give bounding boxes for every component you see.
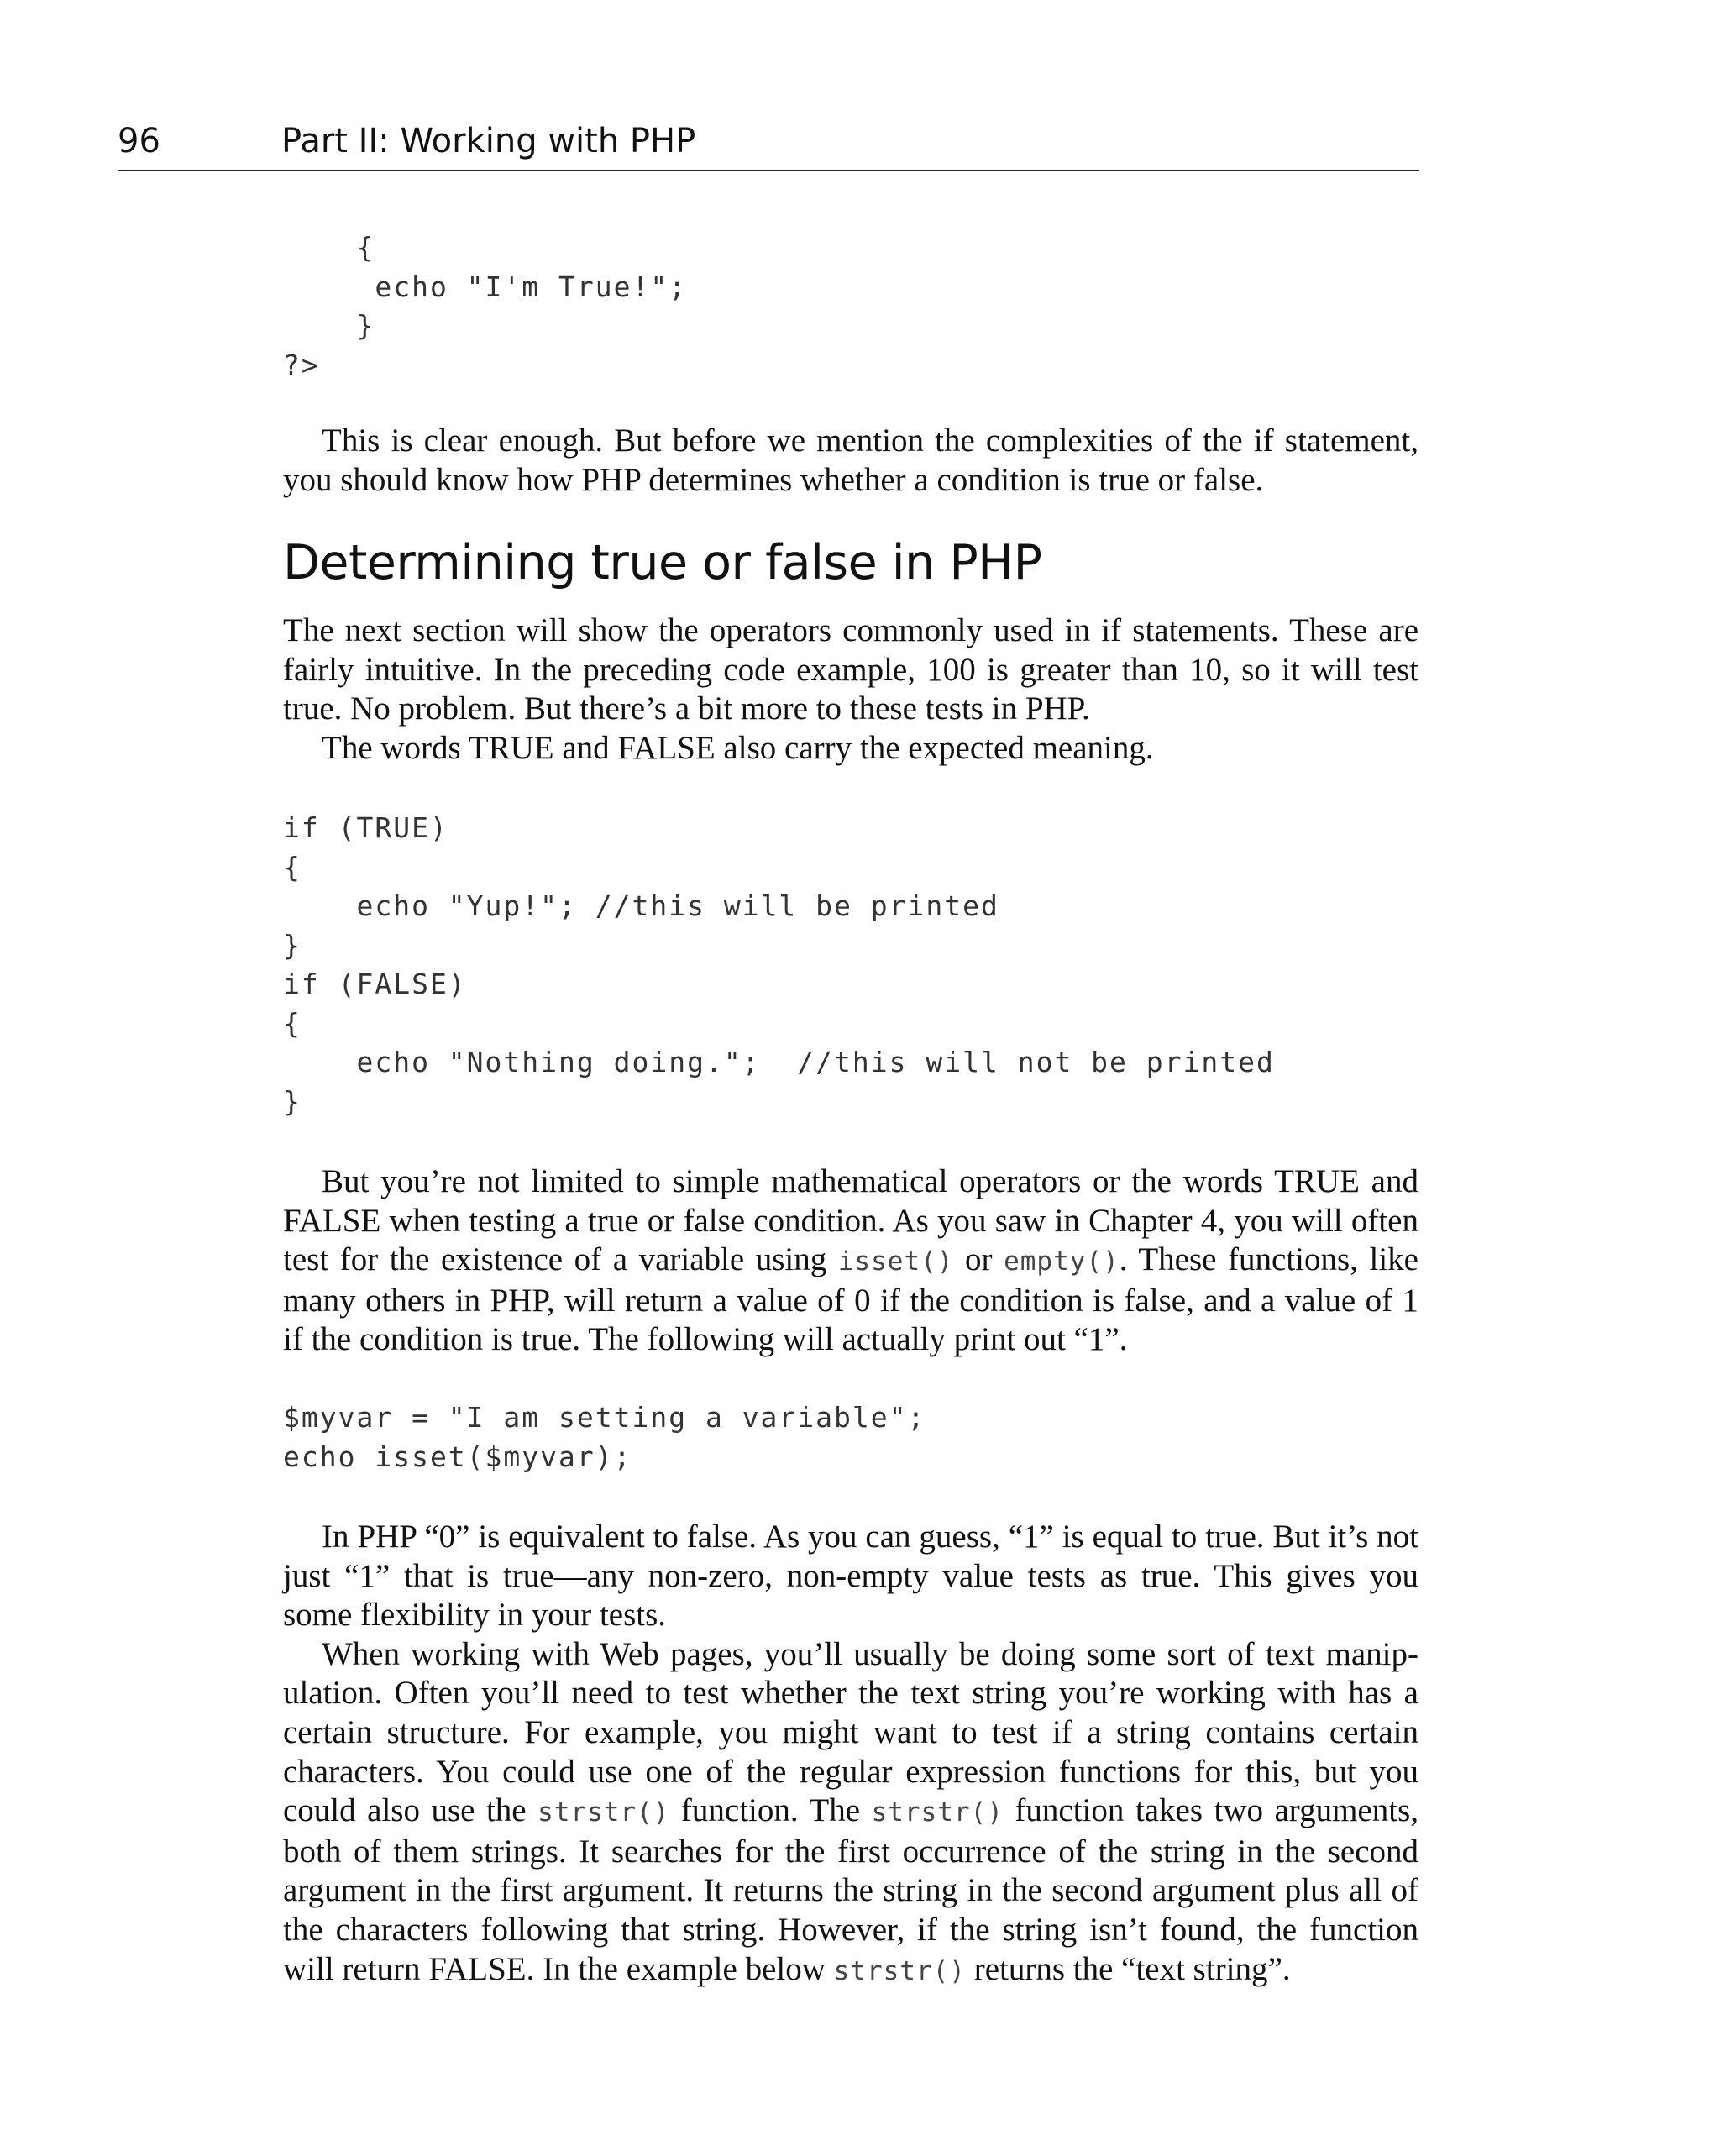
code-line: echo "I'm True!"; — [283, 270, 688, 303]
paragraph-text: The next section will show the operators commonly used in if statements. These are fairly intuitive. In the preceding code example, 100 is greater than 10, so it will test true. No problem. But there’s a bit more to these tests in PHP. — [283, 612, 1418, 727]
code-block-true-false — [283, 809, 1275, 1121]
code-line: echo "Yup!"; //this will be printed — [283, 889, 999, 922]
text-run: or — [953, 1241, 1004, 1278]
code-line: if (TRUE) — [283, 811, 448, 844]
paragraph-operators — [283, 611, 1418, 768]
section-heading: Determining true or false in PHP — [283, 535, 1042, 590]
paragraph-text: This is clear enough. But before we mention the complexities of the if statement, you should know how PHP determines whether a condition is true or false. — [283, 422, 1418, 498]
code-line: { — [283, 850, 302, 884]
part-title: Part II: Working with PHP — [281, 122, 696, 160]
code-block-closing-if — [283, 228, 687, 385]
paragraph-text: In PHP “0” is equivalent to false. As you can guess, “1” is equal to true. But it’s not just “1” that is true—any non-zero, non-empty value tests as true. This gives you some flexibility in your tests. — [283, 1519, 1418, 1634]
paragraph-text — [283, 1162, 1418, 1360]
code-block-isset — [283, 1398, 926, 1477]
inline-code-empty: empty() — [1004, 1246, 1120, 1277]
code-line: echo "Nothing doing."; //this will not be printed — [283, 1046, 1275, 1078]
inline-code-strstr: strstr() — [833, 1955, 966, 1986]
paragraph-text — [283, 1635, 1418, 1991]
paragraph-zero-false — [283, 1518, 1418, 1991]
code-line: echo isset($myvar); — [283, 1440, 632, 1473]
text-run: function takes two arguments, both of them strings. It searches for the first occurrence of the string in the second argument in the first argument. It returns the string in the second argument plus all of the characters following that string. However, if the string isn’t found, the function will return FALSE. In the example below — [283, 1792, 1418, 1987]
text-run: function. The — [669, 1792, 872, 1829]
paragraph-isset — [283, 1162, 1418, 1360]
code-line: if (FALSE) — [283, 968, 467, 1000]
text-run: . These functions, like many others in PHP, will return a value of 0 if the condition is false, and a value of 1 if the condition is true. The following will actually print out “1”. — [283, 1241, 1418, 1358]
inline-code-strstr: strstr() — [538, 1797, 670, 1828]
code-line: } — [283, 928, 302, 962]
code-line: $myvar = "I am setting a variable"; — [283, 1401, 926, 1434]
code-line: ?> — [283, 348, 320, 381]
code-line: { — [283, 231, 375, 264]
text-run: When working with Web pages, you’ll usually be doing some sort of text manipulation. Often you’ll need to test whether the text string you’re working with has a certain structure. For example, you might want to test if a string contains certain characters. You could use one of the regular expression functions for this, but you could also use the — [283, 1635, 1418, 1829]
text-run: But you’re not limited to simple mathematical operators or the words TRUE and FALSE when testing a true or false condition. As you saw in Chapter 4, you will often test for the existence of a variable using — [283, 1163, 1418, 1278]
running-header — [118, 116, 1419, 171]
paragraph-intro — [283, 422, 1418, 500]
inline-code-strstr: strstr() — [871, 1797, 1004, 1828]
code-line: } — [283, 1084, 302, 1118]
code-line: } — [283, 309, 375, 342]
code-line: { — [283, 1006, 302, 1040]
text-run: returns the “text string”. — [965, 1950, 1291, 1987]
paragraph-text: The words TRUE and FALSE also carry the expected meaning. — [322, 729, 1154, 766]
inline-code-isset: isset() — [837, 1246, 954, 1277]
page-number: 96 — [118, 122, 160, 160]
